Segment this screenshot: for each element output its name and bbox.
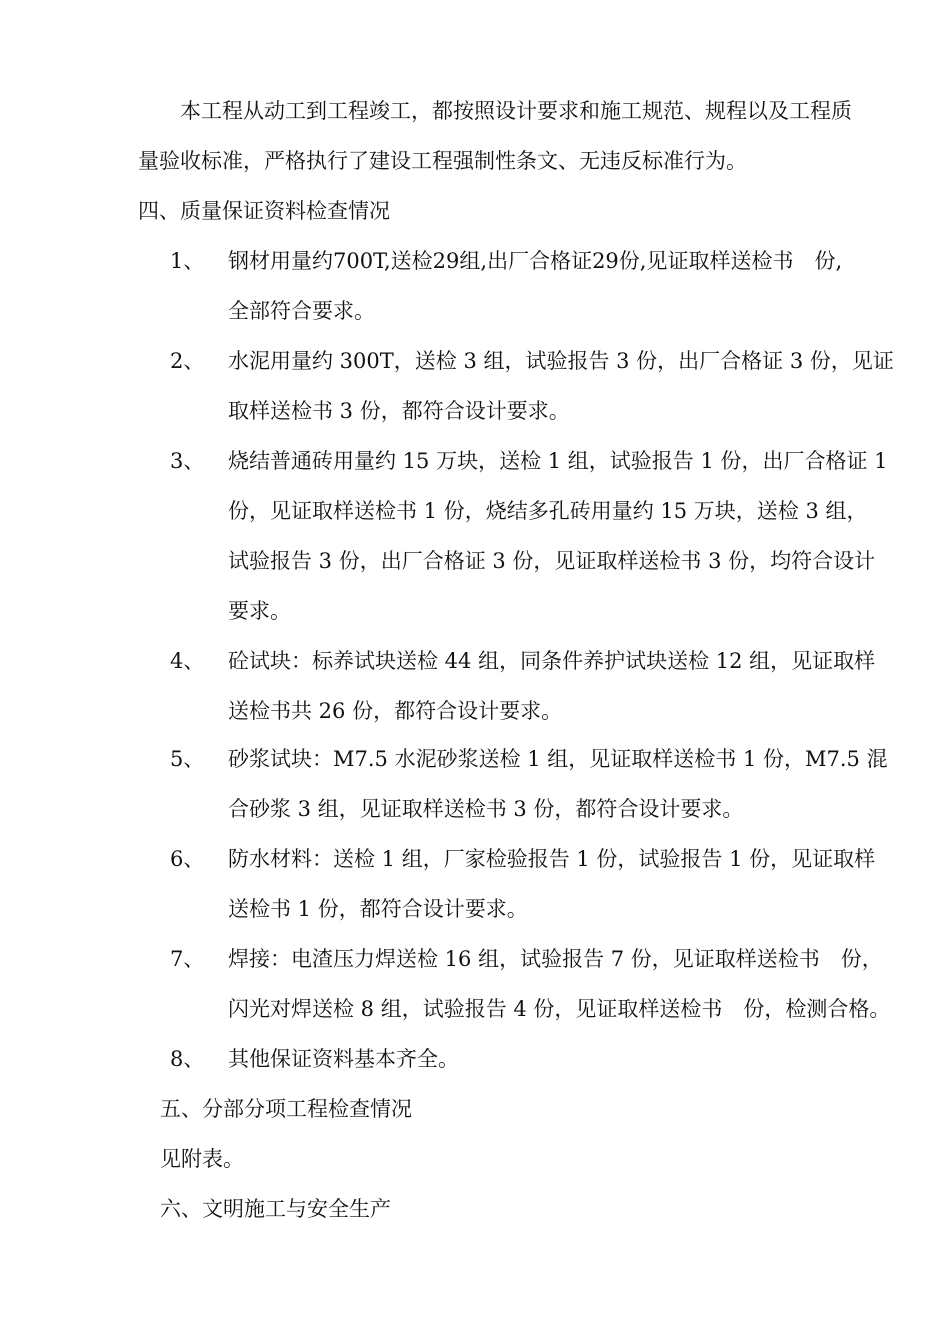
item-text-line: 其他保证资料基本齐全。 bbox=[228, 1047, 459, 1071]
item-number: 6、 bbox=[170, 847, 205, 871]
item-text-line: 送检书 1 份，都符合设计要求。 bbox=[228, 897, 528, 921]
item-number: 3、 bbox=[170, 449, 205, 473]
item-text-line: 要求。 bbox=[228, 599, 291, 623]
item-text-line: 钢材用量约700T,送检29组,出厂合格证29份,见证取样送检书 份, bbox=[228, 249, 843, 273]
intro-line-1: 本工程从动工到工程竣工，都按照设计要求和施工规范、规程以及工程质 bbox=[180, 99, 852, 123]
item-text-line: 全部符合要求。 bbox=[228, 299, 375, 323]
item-text-line: 份，见证取样送检书 1 份，烧结多孔砖用量约 15 万块，送检 3 组， bbox=[228, 499, 868, 523]
item-text-line: 取样送检书 3 份，都符合设计要求。 bbox=[228, 399, 570, 423]
item-number: 5、 bbox=[170, 747, 205, 771]
item-number: 1、 bbox=[170, 249, 205, 273]
intro-line-2: 量验收标准，严格执行了建设工程强制性条文、无违反标准行为。 bbox=[138, 149, 747, 173]
item-number: 8、 bbox=[170, 1047, 205, 1071]
item-number: 7、 bbox=[170, 947, 205, 971]
item-text-line: 水泥用量约 300T，送检 3 组，试验报告 3 份，出厂合格证 3 份，见证 bbox=[228, 349, 894, 373]
item-text-line: 砼试块：标养试块送检 44 组，同条件养护试块送检 12 组，见证取样 bbox=[228, 649, 876, 673]
item-text-line: 合砂浆 3 组，见证取样送检书 3 份，都符合设计要求。 bbox=[228, 797, 744, 821]
item-number: 4、 bbox=[170, 649, 205, 673]
item-text-line: 砂浆试块：M7.5 水泥砂浆送检 1 组，见证取样送检书 1 份，M7.5 混 bbox=[228, 747, 888, 771]
section-5-body: 见附表。 bbox=[160, 1147, 244, 1171]
item-text-line: 送检书共 26 份，都符合设计要求。 bbox=[228, 699, 563, 723]
item-text-line: 试验报告 3 份，出厂合格证 3 份，见证取样送检书 3 份，均符合设计 bbox=[228, 549, 876, 573]
section-6-heading: 六、文明施工与安全生产 bbox=[160, 1197, 391, 1221]
item-text-line: 焊接：电渣压力焊送检 16 组，试验报告 7 份，见证取样送检书 份， bbox=[228, 947, 883, 971]
section-5-heading: 五、分部分项工程检查情况 bbox=[160, 1097, 412, 1121]
item-number: 2、 bbox=[170, 349, 205, 373]
section-4-heading: 四、质量保证资料检查情况 bbox=[138, 199, 390, 223]
item-text-line: 闪光对焊送检 8 组，试验报告 4 份，见证取样送检书 份，检测合格。 bbox=[228, 997, 891, 1021]
item-text-line: 烧结普通砖用量约 15 万块，送检 1 组，试验报告 1 份，出厂合格证 1 bbox=[228, 449, 888, 473]
item-text-line: 防水材料：送检 1 组，厂家检验报告 1 份，试验报告 1 份，见证取样 bbox=[228, 847, 876, 871]
